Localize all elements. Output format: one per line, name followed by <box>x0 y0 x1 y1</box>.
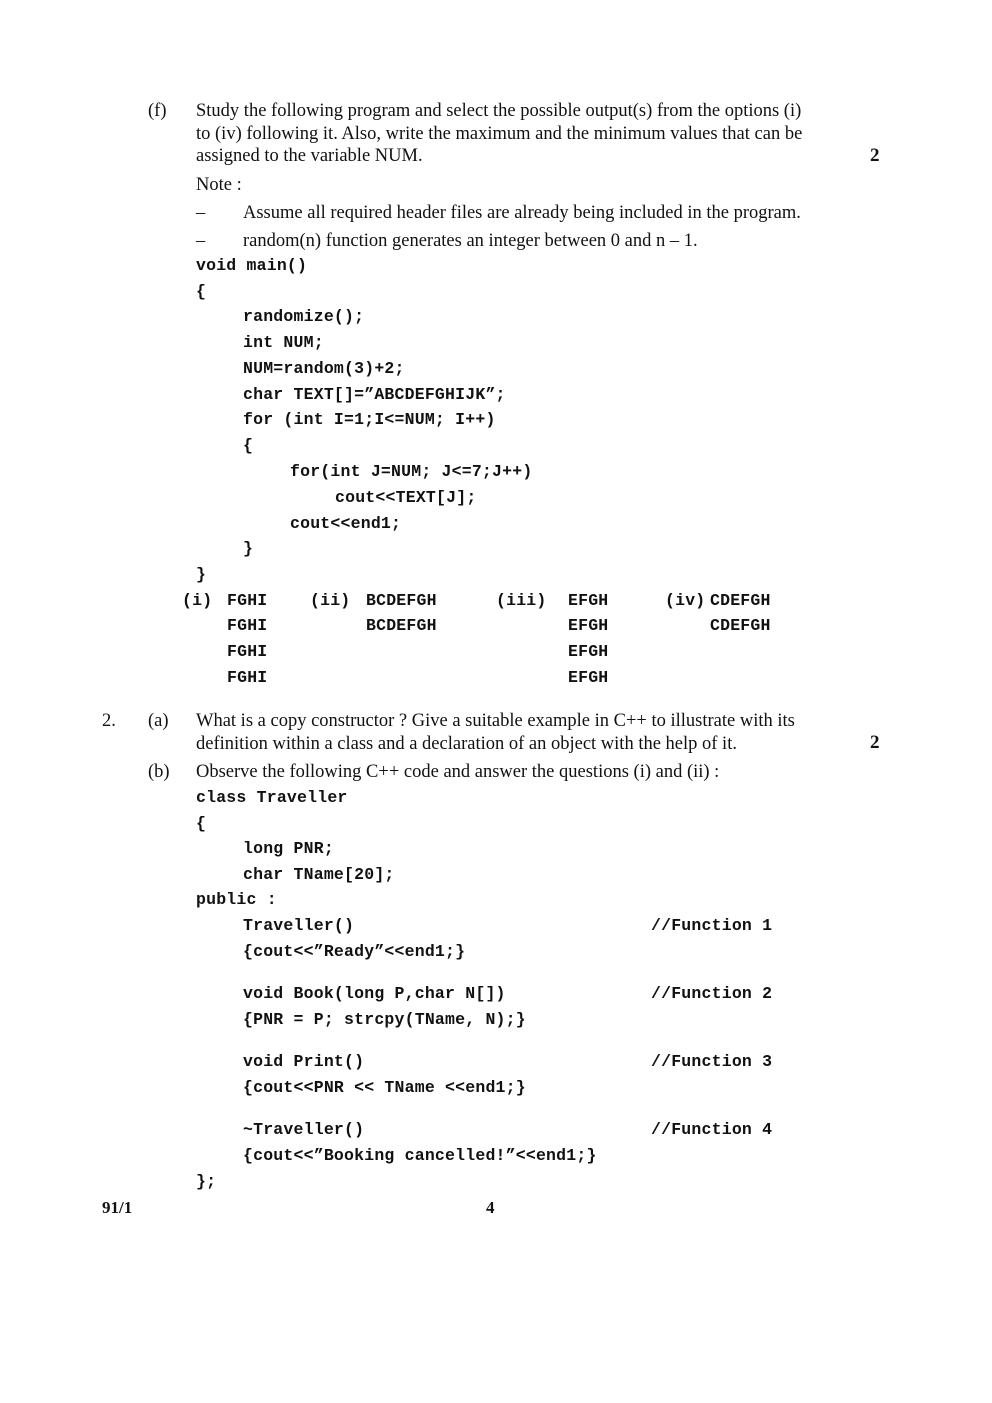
code-line: {PNR = P; strcpy(TName, N);} <box>243 1010 526 1029</box>
option-line: EFGH <box>568 668 609 687</box>
option-line: CDEFGH <box>710 591 771 610</box>
question-text-line: Observe the following C++ code and answer the questions (i) and (ii) : <box>196 762 720 782</box>
note-dash: – <box>196 203 206 223</box>
option-line: FGHI <box>227 668 268 687</box>
question-text-line: What is a copy constructor ? Give a suitable example in C++ to illustrate with its <box>196 711 795 731</box>
code-line: cout<<end1; <box>290 514 402 533</box>
code-line: void main() <box>196 256 308 275</box>
code-line: cout<<TEXT[J]; <box>335 488 477 507</box>
question-text-line: Study the following program and select the possible output(s) from the options (i) <box>196 101 802 121</box>
option-line: EFGH <box>568 616 609 635</box>
code-line: { <box>196 814 207 833</box>
option-line: CDEFGH <box>710 616 771 635</box>
code-line: class Traveller <box>196 788 348 807</box>
note-item: random(n) function generates an integer between 0 and n – 1. <box>243 231 698 251</box>
code-line: for(int J=NUM; J<=7;J++) <box>290 462 533 481</box>
code-line: int NUM; <box>243 333 324 352</box>
code-line: char TName[20]; <box>243 865 395 884</box>
note-heading: Note : <box>196 175 242 195</box>
paper-code: 91/1 <box>102 1198 133 1217</box>
code-line: ~Traveller() <box>243 1120 365 1139</box>
code-comment: //Function 2 <box>651 984 773 1003</box>
code-line: for (int I=1;I<=NUM; I++) <box>243 410 496 429</box>
option-label-i: (i) <box>182 591 213 610</box>
question-number: 2. <box>102 711 116 731</box>
option-label-iv: (iv) <box>665 591 706 610</box>
code-line: long PNR; <box>243 839 334 858</box>
marks: 2 <box>870 732 880 753</box>
question-label-a: (a) <box>148 711 169 731</box>
code-line: {cout<<”Booking cancelled!”<<end1;} <box>243 1146 597 1165</box>
code-line: void Print() <box>243 1052 365 1071</box>
marks: 2 <box>870 145 880 166</box>
note-dash: – <box>196 231 206 251</box>
question-text-line: definition within a class and a declaration of an object with the help of it. <box>196 733 737 754</box>
option-label-iii: (iii) <box>496 591 547 610</box>
code-line: Traveller() <box>243 916 355 935</box>
question-text-line: assigned to the variable NUM. <box>196 146 423 166</box>
option-line: EFGH <box>568 591 609 610</box>
code-line: char TEXT[]=”ABCDEFGHIJK”; <box>243 385 506 404</box>
note-item: Assume all required header files are already being included in the program. <box>243 203 801 223</box>
code-line: randomize(); <box>243 307 365 326</box>
code-line: }; <box>196 1172 217 1191</box>
question-label-b: (b) <box>148 762 170 782</box>
code-line: {cout<<”Ready”<<end1;} <box>243 942 466 961</box>
option-line: BCDEFGH <box>366 591 437 610</box>
option-line: BCDEFGH <box>366 616 437 635</box>
page-number: 4 <box>486 1198 495 1217</box>
question-label-f: (f) <box>148 101 167 121</box>
code-line: { <box>196 282 207 301</box>
question-text-line: to (iv) following it. Also, write the maximum and the minimum values that can be <box>196 123 803 144</box>
code-line: } <box>196 565 207 584</box>
code-line: public : <box>196 890 277 909</box>
code-line: {cout<<PNR << TName <<end1;} <box>243 1078 526 1097</box>
code-comment: //Function 3 <box>651 1052 773 1071</box>
code-comment: //Function 1 <box>651 916 773 935</box>
option-line: FGHI <box>227 616 268 635</box>
code-line: void Book(long P,char N[]) <box>243 984 506 1003</box>
option-line: FGHI <box>227 591 268 610</box>
code-line: NUM=random(3)+2; <box>243 359 405 378</box>
option-line: EFGH <box>568 642 609 661</box>
code-comment: //Function 4 <box>651 1120 773 1139</box>
code-line: { <box>243 436 254 455</box>
option-line: FGHI <box>227 642 268 661</box>
code-line: } <box>243 539 254 558</box>
option-label-ii: (ii) <box>310 591 351 610</box>
